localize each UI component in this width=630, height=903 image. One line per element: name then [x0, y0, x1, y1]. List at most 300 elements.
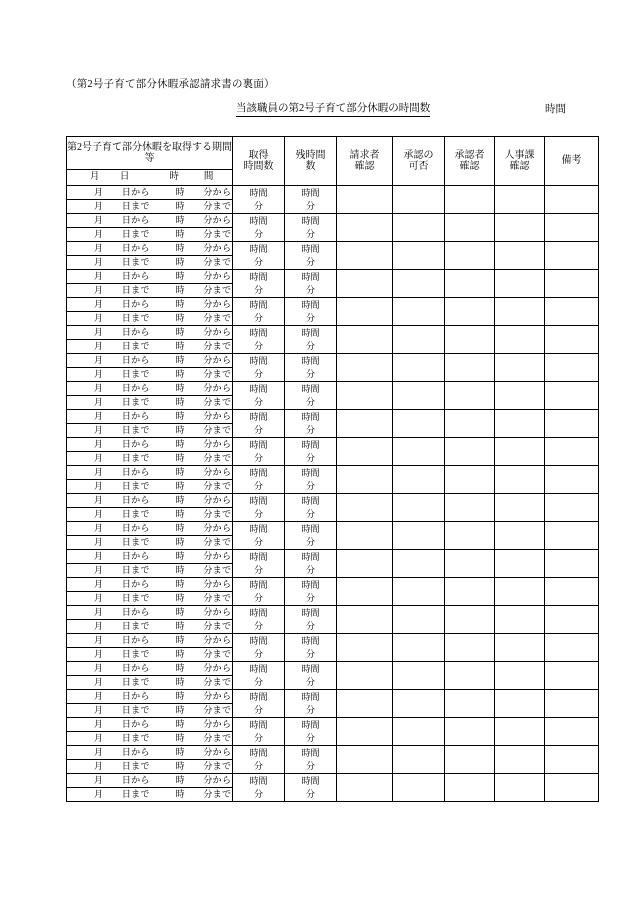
row-note-lower[interactable]: [545, 648, 599, 662]
row-approval-decision-lower[interactable]: [393, 480, 445, 494]
row-period-to-cell[interactable]: [67, 760, 233, 774]
row-taken-hours-upper[interactable]: 時間: [233, 606, 285, 620]
row-period-from-cell[interactable]: [67, 354, 233, 368]
row-requester-confirm-upper[interactable]: [337, 662, 393, 676]
row-note-upper[interactable]: [545, 270, 599, 284]
row-requester-confirm-upper[interactable]: [337, 718, 393, 732]
row-remaining-hours-lower[interactable]: 分: [285, 760, 337, 774]
row-remaining-hours-upper[interactable]: 時間: [285, 662, 337, 676]
row-remaining-hours-upper[interactable]: 時間: [285, 326, 337, 340]
row-note-lower[interactable]: [545, 340, 599, 354]
row-period-from-cell[interactable]: [67, 298, 233, 312]
row-hr-confirm-lower[interactable]: [495, 424, 545, 438]
row-taken-hours-upper[interactable]: 時間: [233, 550, 285, 564]
row-period-to-cell[interactable]: [67, 564, 233, 578]
row-approval-decision-upper[interactable]: [393, 774, 445, 788]
row-period-to-cell[interactable]: [67, 200, 233, 214]
row-note-lower[interactable]: [545, 200, 599, 214]
row-approval-decision-upper[interactable]: [393, 242, 445, 256]
row-approver-confirm-upper[interactable]: [445, 270, 495, 284]
row-hr-confirm-upper[interactable]: [495, 774, 545, 788]
row-taken-hours-lower[interactable]: 分: [233, 200, 285, 214]
row-remaining-hours-lower[interactable]: 分: [285, 200, 337, 214]
row-hr-confirm-lower[interactable]: [495, 732, 545, 746]
row-approval-decision-upper[interactable]: [393, 578, 445, 592]
row-period-to-cell[interactable]: [67, 508, 233, 522]
row-hr-confirm-upper[interactable]: [495, 662, 545, 676]
row-note-upper[interactable]: [545, 354, 599, 368]
row-note-lower[interactable]: [545, 788, 599, 802]
row-approver-confirm-upper[interactable]: [445, 466, 495, 480]
row-requester-confirm-upper[interactable]: [337, 746, 393, 760]
row-taken-hours-lower[interactable]: 分: [233, 284, 285, 298]
row-taken-hours-lower[interactable]: 分: [233, 368, 285, 382]
row-note-upper[interactable]: [545, 550, 599, 564]
row-taken-hours-lower[interactable]: 分: [233, 732, 285, 746]
row-hr-confirm-lower[interactable]: [495, 676, 545, 690]
row-period-from-cell[interactable]: [67, 438, 233, 452]
row-hr-confirm-upper[interactable]: [495, 690, 545, 704]
row-requester-confirm-upper[interactable]: [337, 214, 393, 228]
row-hr-confirm-upper[interactable]: [495, 270, 545, 284]
row-taken-hours-lower[interactable]: 分: [233, 676, 285, 690]
row-hr-confirm-upper[interactable]: [495, 550, 545, 564]
row-remaining-hours-lower[interactable]: 分: [285, 312, 337, 326]
row-taken-hours-lower[interactable]: 分: [233, 340, 285, 354]
row-period-to-cell[interactable]: [67, 732, 233, 746]
row-requester-confirm-lower[interactable]: [337, 424, 393, 438]
row-hr-confirm-lower[interactable]: [495, 340, 545, 354]
row-approver-confirm-upper[interactable]: [445, 242, 495, 256]
row-period-from-cell[interactable]: [67, 326, 233, 340]
row-requester-confirm-upper[interactable]: [337, 578, 393, 592]
row-note-upper[interactable]: [545, 214, 599, 228]
row-taken-hours-lower[interactable]: 分: [233, 564, 285, 578]
row-requester-confirm-upper[interactable]: [337, 690, 393, 704]
row-period-to-cell[interactable]: [67, 312, 233, 326]
row-remaining-hours-upper[interactable]: 時間: [285, 466, 337, 480]
row-requester-confirm-lower[interactable]: [337, 536, 393, 550]
row-taken-hours-upper[interactable]: 時間: [233, 494, 285, 508]
row-requester-confirm-lower[interactable]: [337, 256, 393, 270]
row-requester-confirm-lower[interactable]: [337, 396, 393, 410]
row-note-lower[interactable]: [545, 760, 599, 774]
row-approver-confirm-lower[interactable]: [445, 340, 495, 354]
row-requester-confirm-lower[interactable]: [337, 760, 393, 774]
row-approval-decision-lower[interactable]: [393, 200, 445, 214]
row-approver-confirm-lower[interactable]: [445, 536, 495, 550]
row-approval-decision-lower[interactable]: [393, 508, 445, 522]
row-approver-confirm-upper[interactable]: [445, 410, 495, 424]
row-hr-confirm-upper[interactable]: [495, 186, 545, 200]
row-note-lower[interactable]: [545, 480, 599, 494]
row-remaining-hours-lower[interactable]: 分: [285, 592, 337, 606]
row-taken-hours-upper[interactable]: 時間: [233, 718, 285, 732]
row-note-lower[interactable]: [545, 620, 599, 634]
row-approval-decision-lower[interactable]: [393, 620, 445, 634]
row-approver-confirm-upper[interactable]: [445, 774, 495, 788]
row-remaining-hours-lower[interactable]: 分: [285, 788, 337, 802]
row-approval-decision-upper[interactable]: [393, 718, 445, 732]
row-taken-hours-lower[interactable]: 分: [233, 788, 285, 802]
row-taken-hours-lower[interactable]: 分: [233, 704, 285, 718]
row-hr-confirm-lower[interactable]: [495, 452, 545, 466]
row-hr-confirm-lower[interactable]: [495, 620, 545, 634]
row-remaining-hours-upper[interactable]: 時間: [285, 578, 337, 592]
row-note-upper[interactable]: [545, 774, 599, 788]
row-approver-confirm-lower[interactable]: [445, 648, 495, 662]
row-approval-decision-lower[interactable]: [393, 368, 445, 382]
row-approval-decision-lower[interactable]: [393, 648, 445, 662]
row-taken-hours-upper[interactable]: 時間: [233, 410, 285, 424]
row-remaining-hours-upper[interactable]: 時間: [285, 382, 337, 396]
row-remaining-hours-lower[interactable]: 分: [285, 648, 337, 662]
row-taken-hours-lower[interactable]: 分: [233, 312, 285, 326]
row-approver-confirm-lower[interactable]: [445, 368, 495, 382]
row-remaining-hours-upper[interactable]: 時間: [285, 494, 337, 508]
row-period-from-cell[interactable]: [67, 382, 233, 396]
row-approver-confirm-upper[interactable]: [445, 438, 495, 452]
row-hr-confirm-upper[interactable]: [495, 522, 545, 536]
row-requester-confirm-lower[interactable]: [337, 732, 393, 746]
row-note-lower[interactable]: [545, 256, 599, 270]
row-hr-confirm-upper[interactable]: [495, 354, 545, 368]
row-hr-confirm-upper[interactable]: [495, 746, 545, 760]
row-approval-decision-upper[interactable]: [393, 438, 445, 452]
row-approval-decision-upper[interactable]: [393, 354, 445, 368]
row-period-from-cell[interactable]: [67, 774, 233, 788]
row-approver-confirm-lower[interactable]: [445, 424, 495, 438]
row-requester-confirm-lower[interactable]: [337, 480, 393, 494]
row-period-from-cell[interactable]: [67, 690, 233, 704]
row-approval-decision-upper[interactable]: [393, 550, 445, 564]
row-approval-decision-upper[interactable]: [393, 522, 445, 536]
row-approver-confirm-lower[interactable]: [445, 564, 495, 578]
row-approver-confirm-upper[interactable]: [445, 186, 495, 200]
row-note-lower[interactable]: [545, 508, 599, 522]
row-hr-confirm-upper[interactable]: [495, 494, 545, 508]
row-approver-confirm-lower[interactable]: [445, 676, 495, 690]
row-period-from-cell[interactable]: [67, 186, 233, 200]
row-hr-confirm-lower[interactable]: [495, 704, 545, 718]
row-hr-confirm-lower[interactable]: [495, 788, 545, 802]
row-approver-confirm-upper[interactable]: [445, 634, 495, 648]
row-approval-decision-lower[interactable]: [393, 732, 445, 746]
row-approval-decision-upper[interactable]: [393, 690, 445, 704]
row-note-upper[interactable]: [545, 326, 599, 340]
row-approver-confirm-upper[interactable]: [445, 690, 495, 704]
row-remaining-hours-lower[interactable]: 分: [285, 228, 337, 242]
row-approver-confirm-lower[interactable]: [445, 788, 495, 802]
row-hr-confirm-lower[interactable]: [495, 760, 545, 774]
row-taken-hours-lower[interactable]: 分: [233, 620, 285, 634]
row-requester-confirm-lower[interactable]: [337, 200, 393, 214]
row-requester-confirm-upper[interactable]: [337, 382, 393, 396]
row-hr-confirm-lower[interactable]: [495, 480, 545, 494]
row-remaining-hours-upper[interactable]: 時間: [285, 186, 337, 200]
row-hr-confirm-lower[interactable]: [495, 368, 545, 382]
row-approval-decision-lower[interactable]: [393, 256, 445, 270]
row-remaining-hours-upper[interactable]: 時間: [285, 298, 337, 312]
row-taken-hours-lower[interactable]: 分: [233, 508, 285, 522]
row-taken-hours-upper[interactable]: 時間: [233, 522, 285, 536]
row-requester-confirm-lower[interactable]: [337, 284, 393, 298]
row-approval-decision-lower[interactable]: [393, 424, 445, 438]
row-approval-decision-lower[interactable]: [393, 592, 445, 606]
row-hr-confirm-upper[interactable]: [495, 634, 545, 648]
row-remaining-hours-upper[interactable]: 時間: [285, 214, 337, 228]
row-approver-confirm-upper[interactable]: [445, 522, 495, 536]
row-requester-confirm-upper[interactable]: [337, 354, 393, 368]
row-note-lower[interactable]: [545, 312, 599, 326]
row-approver-confirm-lower[interactable]: [445, 452, 495, 466]
row-approver-confirm-upper[interactable]: [445, 662, 495, 676]
row-period-from-cell[interactable]: [67, 270, 233, 284]
row-period-to-cell[interactable]: [67, 256, 233, 270]
row-approval-decision-upper[interactable]: [393, 298, 445, 312]
row-approver-confirm-lower[interactable]: [445, 732, 495, 746]
row-remaining-hours-lower[interactable]: 分: [285, 452, 337, 466]
row-note-upper[interactable]: [545, 578, 599, 592]
row-hr-confirm-lower[interactable]: [495, 200, 545, 214]
row-hr-confirm-upper[interactable]: [495, 326, 545, 340]
row-requester-confirm-upper[interactable]: [337, 186, 393, 200]
row-approval-decision-lower[interactable]: [393, 312, 445, 326]
row-taken-hours-upper[interactable]: 時間: [233, 466, 285, 480]
row-note-lower[interactable]: [545, 284, 599, 298]
row-approval-decision-lower[interactable]: [393, 536, 445, 550]
row-approval-decision-lower[interactable]: [393, 396, 445, 410]
row-requester-confirm-lower[interactable]: [337, 564, 393, 578]
row-approval-decision-upper[interactable]: [393, 634, 445, 648]
row-approver-confirm-lower[interactable]: [445, 256, 495, 270]
row-taken-hours-lower[interactable]: 分: [233, 424, 285, 438]
row-remaining-hours-lower[interactable]: 分: [285, 480, 337, 494]
row-requester-confirm-upper[interactable]: [337, 634, 393, 648]
row-hr-confirm-lower[interactable]: [495, 396, 545, 410]
row-period-to-cell[interactable]: [67, 704, 233, 718]
row-approval-decision-upper[interactable]: [393, 326, 445, 340]
row-taken-hours-upper[interactable]: 時間: [233, 662, 285, 676]
row-period-from-cell[interactable]: [67, 606, 233, 620]
row-note-upper[interactable]: [545, 438, 599, 452]
row-remaining-hours-lower[interactable]: 分: [285, 508, 337, 522]
row-remaining-hours-lower[interactable]: 分: [285, 564, 337, 578]
row-taken-hours-lower[interactable]: 分: [233, 536, 285, 550]
row-taken-hours-lower[interactable]: 分: [233, 452, 285, 466]
row-taken-hours-lower[interactable]: 分: [233, 592, 285, 606]
row-approver-confirm-lower[interactable]: [445, 284, 495, 298]
row-note-lower[interactable]: [545, 592, 599, 606]
row-requester-confirm-upper[interactable]: [337, 242, 393, 256]
row-requester-confirm-lower[interactable]: [337, 508, 393, 522]
row-remaining-hours-lower[interactable]: 分: [285, 340, 337, 354]
row-remaining-hours-upper[interactable]: 時間: [285, 550, 337, 564]
row-approval-decision-lower[interactable]: [393, 452, 445, 466]
row-remaining-hours-lower[interactable]: 分: [285, 284, 337, 298]
row-period-to-cell[interactable]: [67, 368, 233, 382]
row-approver-confirm-lower[interactable]: [445, 704, 495, 718]
row-period-from-cell[interactable]: [67, 746, 233, 760]
row-approver-confirm-upper[interactable]: [445, 214, 495, 228]
row-approval-decision-lower[interactable]: [393, 760, 445, 774]
row-hr-confirm-lower[interactable]: [495, 312, 545, 326]
row-hr-confirm-lower[interactable]: [495, 228, 545, 242]
row-requester-confirm-lower[interactable]: [337, 704, 393, 718]
row-period-from-cell[interactable]: [67, 662, 233, 676]
row-remaining-hours-upper[interactable]: 時間: [285, 746, 337, 760]
row-hr-confirm-upper[interactable]: [495, 382, 545, 396]
row-taken-hours-lower[interactable]: 分: [233, 256, 285, 270]
row-remaining-hours-lower[interactable]: 分: [285, 676, 337, 690]
row-requester-confirm-lower[interactable]: [337, 312, 393, 326]
row-taken-hours-upper[interactable]: 時間: [233, 326, 285, 340]
row-requester-confirm-upper[interactable]: [337, 774, 393, 788]
row-remaining-hours-upper[interactable]: 時間: [285, 242, 337, 256]
row-period-to-cell[interactable]: [67, 480, 233, 494]
row-approver-confirm-upper[interactable]: [445, 606, 495, 620]
row-requester-confirm-lower[interactable]: [337, 228, 393, 242]
row-taken-hours-upper[interactable]: 時間: [233, 578, 285, 592]
row-approver-confirm-upper[interactable]: [445, 354, 495, 368]
row-hr-confirm-lower[interactable]: [495, 648, 545, 662]
row-requester-confirm-upper[interactable]: [337, 298, 393, 312]
row-period-from-cell[interactable]: [67, 466, 233, 480]
row-period-from-cell[interactable]: [67, 634, 233, 648]
row-approval-decision-upper[interactable]: [393, 494, 445, 508]
row-note-upper[interactable]: [545, 298, 599, 312]
row-note-lower[interactable]: [545, 564, 599, 578]
row-requester-confirm-lower[interactable]: [337, 340, 393, 354]
row-period-from-cell[interactable]: [67, 494, 233, 508]
row-approver-confirm-upper[interactable]: [445, 578, 495, 592]
row-hr-confirm-upper[interactable]: [495, 298, 545, 312]
row-approver-confirm-lower[interactable]: [445, 480, 495, 494]
row-note-upper[interactable]: [545, 634, 599, 648]
row-hr-confirm-lower[interactable]: [495, 508, 545, 522]
row-approver-confirm-upper[interactable]: [445, 382, 495, 396]
row-taken-hours-upper[interactable]: 時間: [233, 242, 285, 256]
row-note-upper[interactable]: [545, 186, 599, 200]
row-approver-confirm-lower[interactable]: [445, 396, 495, 410]
row-remaining-hours-lower[interactable]: 分: [285, 536, 337, 550]
row-taken-hours-lower[interactable]: 分: [233, 228, 285, 242]
row-note-upper[interactable]: [545, 522, 599, 536]
row-approval-decision-lower[interactable]: [393, 788, 445, 802]
row-note-lower[interactable]: [545, 676, 599, 690]
row-remaining-hours-lower[interactable]: 分: [285, 256, 337, 270]
row-requester-confirm-upper[interactable]: [337, 494, 393, 508]
row-period-to-cell[interactable]: [67, 284, 233, 298]
row-approval-decision-upper[interactable]: [393, 382, 445, 396]
row-requester-confirm-upper[interactable]: [337, 466, 393, 480]
row-remaining-hours-upper[interactable]: 時間: [285, 606, 337, 620]
row-remaining-hours-upper[interactable]: 時間: [285, 438, 337, 452]
row-remaining-hours-lower[interactable]: 分: [285, 732, 337, 746]
row-taken-hours-upper[interactable]: 時間: [233, 746, 285, 760]
row-note-upper[interactable]: [545, 494, 599, 508]
row-requester-confirm-upper[interactable]: [337, 550, 393, 564]
row-hr-confirm-lower[interactable]: [495, 592, 545, 606]
row-note-lower[interactable]: [545, 704, 599, 718]
row-hr-confirm-lower[interactable]: [495, 256, 545, 270]
row-approver-confirm-lower[interactable]: [445, 592, 495, 606]
row-requester-confirm-upper[interactable]: [337, 270, 393, 284]
row-hr-confirm-lower[interactable]: [495, 536, 545, 550]
row-taken-hours-lower[interactable]: 分: [233, 760, 285, 774]
row-requester-confirm-upper[interactable]: [337, 522, 393, 536]
row-note-upper[interactable]: [545, 242, 599, 256]
row-remaining-hours-lower[interactable]: 分: [285, 368, 337, 382]
row-approver-confirm-lower[interactable]: [445, 508, 495, 522]
row-remaining-hours-lower[interactable]: 分: [285, 704, 337, 718]
row-period-to-cell[interactable]: [67, 648, 233, 662]
row-hr-confirm-upper[interactable]: [495, 578, 545, 592]
row-approval-decision-lower[interactable]: [393, 228, 445, 242]
row-hr-confirm-upper[interactable]: [495, 242, 545, 256]
row-approval-decision-lower[interactable]: [393, 284, 445, 298]
row-requester-confirm-upper[interactable]: [337, 326, 393, 340]
row-taken-hours-lower[interactable]: 分: [233, 396, 285, 410]
row-period-to-cell[interactable]: [67, 452, 233, 466]
row-requester-confirm-lower[interactable]: [337, 676, 393, 690]
row-approver-confirm-upper[interactable]: [445, 298, 495, 312]
row-hr-confirm-upper[interactable]: [495, 466, 545, 480]
row-period-from-cell[interactable]: [67, 718, 233, 732]
row-note-upper[interactable]: [545, 718, 599, 732]
row-note-upper[interactable]: [545, 690, 599, 704]
row-requester-confirm-lower[interactable]: [337, 592, 393, 606]
row-taken-hours-upper[interactable]: 時間: [233, 634, 285, 648]
row-taken-hours-upper[interactable]: 時間: [233, 382, 285, 396]
row-approval-decision-upper[interactable]: [393, 214, 445, 228]
row-approver-confirm-upper[interactable]: [445, 550, 495, 564]
row-approval-decision-upper[interactable]: [393, 606, 445, 620]
row-note-lower[interactable]: [545, 396, 599, 410]
row-remaining-hours-lower[interactable]: 分: [285, 620, 337, 634]
row-note-lower[interactable]: [545, 424, 599, 438]
row-note-lower[interactable]: [545, 228, 599, 242]
row-requester-confirm-lower[interactable]: [337, 368, 393, 382]
row-period-from-cell[interactable]: [67, 410, 233, 424]
row-taken-hours-upper[interactable]: 時間: [233, 690, 285, 704]
row-hr-confirm-upper[interactable]: [495, 718, 545, 732]
row-approval-decision-lower[interactable]: [393, 704, 445, 718]
row-taken-hours-upper[interactable]: 時間: [233, 298, 285, 312]
row-period-to-cell[interactable]: [67, 788, 233, 802]
row-period-to-cell[interactable]: [67, 676, 233, 690]
row-approver-confirm-upper[interactable]: [445, 326, 495, 340]
row-hr-confirm-lower[interactable]: [495, 284, 545, 298]
row-period-to-cell[interactable]: [67, 592, 233, 606]
row-remaining-hours-upper[interactable]: 時間: [285, 690, 337, 704]
row-taken-hours-upper[interactable]: 時間: [233, 774, 285, 788]
row-approver-confirm-upper[interactable]: [445, 718, 495, 732]
row-approver-confirm-lower[interactable]: [445, 312, 495, 326]
row-hr-confirm-upper[interactable]: [495, 214, 545, 228]
row-hr-confirm-lower[interactable]: [495, 564, 545, 578]
row-approver-confirm-lower[interactable]: [445, 620, 495, 634]
row-approver-confirm-upper[interactable]: [445, 746, 495, 760]
row-period-from-cell[interactable]: [67, 214, 233, 228]
row-taken-hours-lower[interactable]: 分: [233, 648, 285, 662]
row-approval-decision-upper[interactable]: [393, 186, 445, 200]
row-approver-confirm-lower[interactable]: [445, 228, 495, 242]
row-approver-confirm-lower[interactable]: [445, 200, 495, 214]
row-note-upper[interactable]: [545, 662, 599, 676]
row-remaining-hours-upper[interactable]: 時間: [285, 354, 337, 368]
row-remaining-hours-upper[interactable]: 時間: [285, 270, 337, 284]
